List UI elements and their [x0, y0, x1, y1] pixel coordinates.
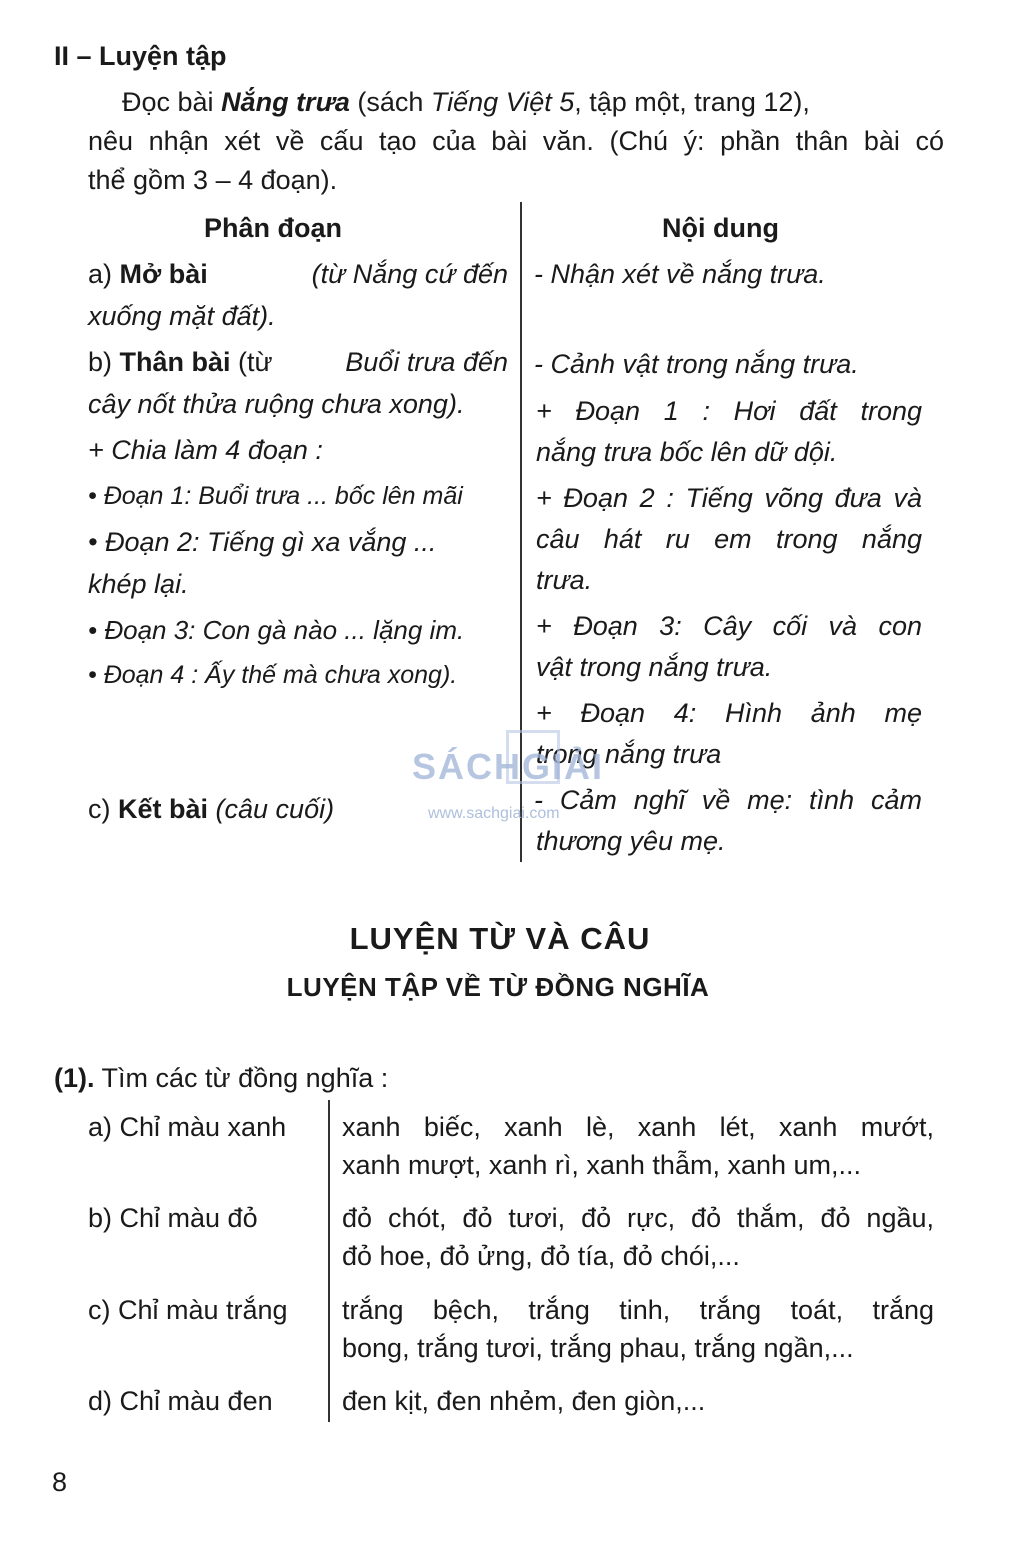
- right-r3-line2: nắng trưa bốc lên dữ dội.: [536, 437, 838, 467]
- exercise1-prompt: (1). Tìm các từ đồng nghĩa :: [54, 1063, 389, 1093]
- watermark-logo: SÁCHGIẢI: [412, 746, 605, 787]
- ex1-row-b-label: b) Chỉ màu đỏ: [88, 1203, 258, 1233]
- section2-title: LUYỆN TỪ VÀ CÂU: [349, 921, 651, 956]
- ex1-row-c-line1: trắng bệch, trắng tinh, trắng toát, trắng: [342, 1295, 934, 1325]
- intro-line-2: nêu nhận xét về cấu tạo của bài văn. (Chú ý: phần thân bài có: [88, 126, 944, 156]
- section-heading: II – Luyện tập: [54, 41, 227, 71]
- left-doan2-line2: khép lại.: [88, 569, 189, 599]
- ex1-row-d-line1: đen kịt, đen nhẻm, đen giòn,...: [342, 1386, 706, 1416]
- section2-subtitle: LUYỆN TẬP VỀ TỪ ĐỒNG NGHĨA: [286, 972, 710, 1002]
- left-b-line2: cây nốt thửa ruộng chưa xong).: [88, 389, 465, 419]
- right-r6-line1: + Đoạn 4: Hình ảnh mẹ: [536, 698, 922, 728]
- right-r7-line2: thương yêu mẹ.: [536, 826, 726, 856]
- table1-header-right: Nội dung: [662, 213, 779, 243]
- watermark-url: www.sachgiai.com: [428, 805, 560, 822]
- right-r4-line3: trưa.: [536, 565, 593, 595]
- left-chia: + Chia làm 4 đoạn :: [88, 435, 323, 465]
- ex1-row-c-label: c) Chỉ màu trắng: [88, 1295, 288, 1325]
- page-number: 8: [52, 1467, 68, 1497]
- ex1-row-d-label: d) Chỉ màu đen: [88, 1386, 273, 1416]
- left-b-line1: b) Thân bài (từ Buổi trưa đến: [88, 347, 508, 377]
- right-r1: - Nhận xét về nắng trưa.: [534, 259, 826, 289]
- left-doan2-line1: • Đoạn 2: Tiếng gì xa vắng ...: [88, 527, 437, 557]
- intro-line-1: Đọc bài Nắng trưa (sách Tiếng Việt 5, tập một, trang 12),: [122, 87, 810, 117]
- left-doan3: • Đoạn 3: Con gà nào ... lặng im.: [88, 615, 465, 645]
- left-doan4: • Đoạn 4 : Ấy thế mà chưa xong).: [88, 661, 458, 689]
- ex1-row-c-line2: bong, trắng tươi, trắng phau, trắng ngần,...: [342, 1333, 854, 1363]
- ex1-row-a-line2: xanh mượt, xanh rì, xanh thẫm, xanh um,...: [342, 1150, 862, 1180]
- left-c: c) Kết bài (câu cuối): [88, 794, 335, 824]
- ex1-row-b-line1: đỏ chót, đỏ tươi, đỏ rực, đỏ thắm, đỏ ngầu,: [342, 1203, 934, 1233]
- right-r4-line1: + Đoạn 2 : Tiếng võng đưa và: [536, 483, 922, 513]
- intro-line-3: thể gồm 3 – 4 đoạn).: [88, 165, 338, 195]
- ex1-row-a-label: a) Chỉ màu xanh: [88, 1112, 287, 1142]
- right-r6-line2: trong nắng trưa: [536, 739, 722, 769]
- left-doan1: • Đoạn 1: Buổi trưa ... bốc lên mãi: [88, 482, 463, 510]
- right-r2: - Cảnh vật trong nắng trưa.: [534, 349, 859, 379]
- exercise1-divider: [328, 1100, 330, 1422]
- ex1-row-a-line1: xanh biếc, xanh lè, xanh lét, xanh mướt,: [342, 1112, 934, 1142]
- right-r5-line1: + Đoạn 3: Cây cối và con: [536, 611, 922, 641]
- ex1-row-b-line2: đỏ hoe, đỏ ửng, đỏ tía, đỏ chói,...: [342, 1241, 740, 1271]
- table1-header-left: Phân đoạn: [204, 213, 343, 243]
- right-r4-line2: câu hát ru em trong nắng: [536, 524, 922, 554]
- left-a-line1: a) Mở bài (từ Nắng cứ đến: [88, 259, 508, 289]
- right-r7-line1: - Cảm nghĩ về mẹ: tình cảm: [534, 785, 922, 815]
- right-r3-line1: + Đoạn 1 : Hơi đất trong: [536, 396, 922, 426]
- left-a-line2: xuống mặt đất).: [88, 301, 276, 331]
- right-r5-line2: vật trong nắng trưa.: [536, 652, 773, 682]
